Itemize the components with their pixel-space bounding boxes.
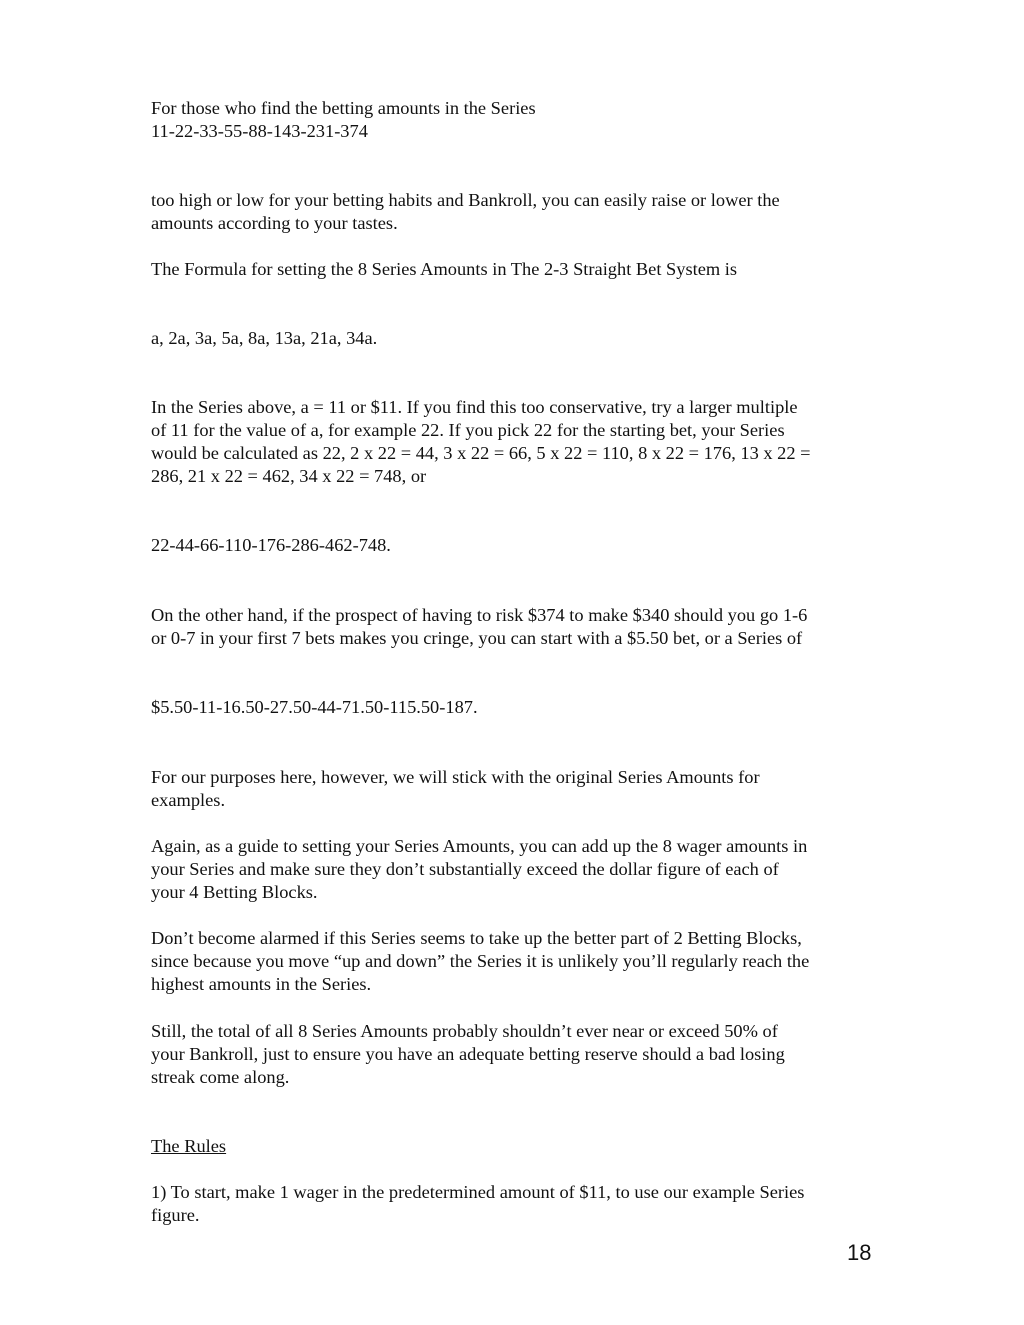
rule-item: figure.	[151, 1205, 200, 1225]
body-text-line: of 11 for the value of a, for example 22. If you pick 22 for the starting bet, your Series	[151, 420, 785, 440]
body-text-line: since because you move “up and down” the Series it is unlikely you’ll regularly reach the	[151, 951, 810, 971]
body-text-line: too high or low for your betting habits and Bankroll, you can easily raise or lower the	[151, 190, 780, 210]
body-text-line: In the Series above, a = 11 or $11. If you find this too conservative, try a larger multiple	[151, 397, 798, 417]
section-heading-rules: The Rules	[151, 1136, 227, 1156]
body-text-line: Again, as a guide to setting your Series Amounts, you can add up the 8 wager amounts in	[151, 836, 808, 856]
body-text-line: 286, 21 x 22 = 462, 34 x 22 = 748, or	[151, 466, 427, 486]
series-amounts: 22-44-66-110-176-286-462-748.	[151, 535, 391, 555]
body-text-line: your Series and make sure they don’t substantially exceed the dollar figure of each of	[151, 859, 779, 879]
body-text-line: highest amounts in the Series.	[151, 974, 372, 994]
series-formula: a, 2a, 3a, 5a, 8a, 13a, 21a, 34a.	[151, 328, 378, 348]
body-text-line: or 0-7 in your first 7 bets makes you cringe, you can start with a $5.50 bet, or a Series of	[151, 628, 803, 648]
body-text-line: Don’t become alarmed if this Series seems to take up the better part of 2 Betting Blocks,	[151, 928, 802, 948]
body-text-line: For those who find the betting amounts in the Series	[151, 98, 536, 118]
body-text-line: amounts according to your tastes.	[151, 213, 398, 233]
body-text-line: your Bankroll, just to ensure you have an adequate betting reserve should a bad losing	[151, 1044, 785, 1064]
body-text-line: streak come along.	[151, 1067, 290, 1087]
body-text-line: The Formula for setting the 8 Series Amounts in The 2-3 Straight Bet System is	[151, 259, 738, 279]
page-number: 18	[847, 1240, 872, 1265]
series-amounts: $5.50-11-16.50-27.50-44-71.50-115.50-187.	[151, 697, 478, 717]
body-text-line: examples.	[151, 790, 226, 810]
body-text-line: On the other hand, if the prospect of having to risk $374 to make $340 should you go 1-6	[151, 605, 808, 625]
body-text-line: your 4 Betting Blocks.	[151, 882, 318, 902]
rule-item: 1) To start, make 1 wager in the predetermined amount of $11, to use our example Series	[151, 1182, 805, 1202]
body-text-line: For our purposes here, however, we will stick with the original Series Amounts for	[151, 767, 760, 787]
body-text-line: would be calculated as 22, 2 x 22 = 44, 3 x 22 = 66, 5 x 22 = 110, 8 x 22 = 176, 13 x 22 =	[151, 443, 811, 463]
body-text-line: Still, the total of all 8 Series Amounts probably shouldn’t ever near or exceed 50% of	[151, 1021, 778, 1041]
series-amounts: 11-22-33-55-88-143-231-374	[151, 121, 368, 141]
